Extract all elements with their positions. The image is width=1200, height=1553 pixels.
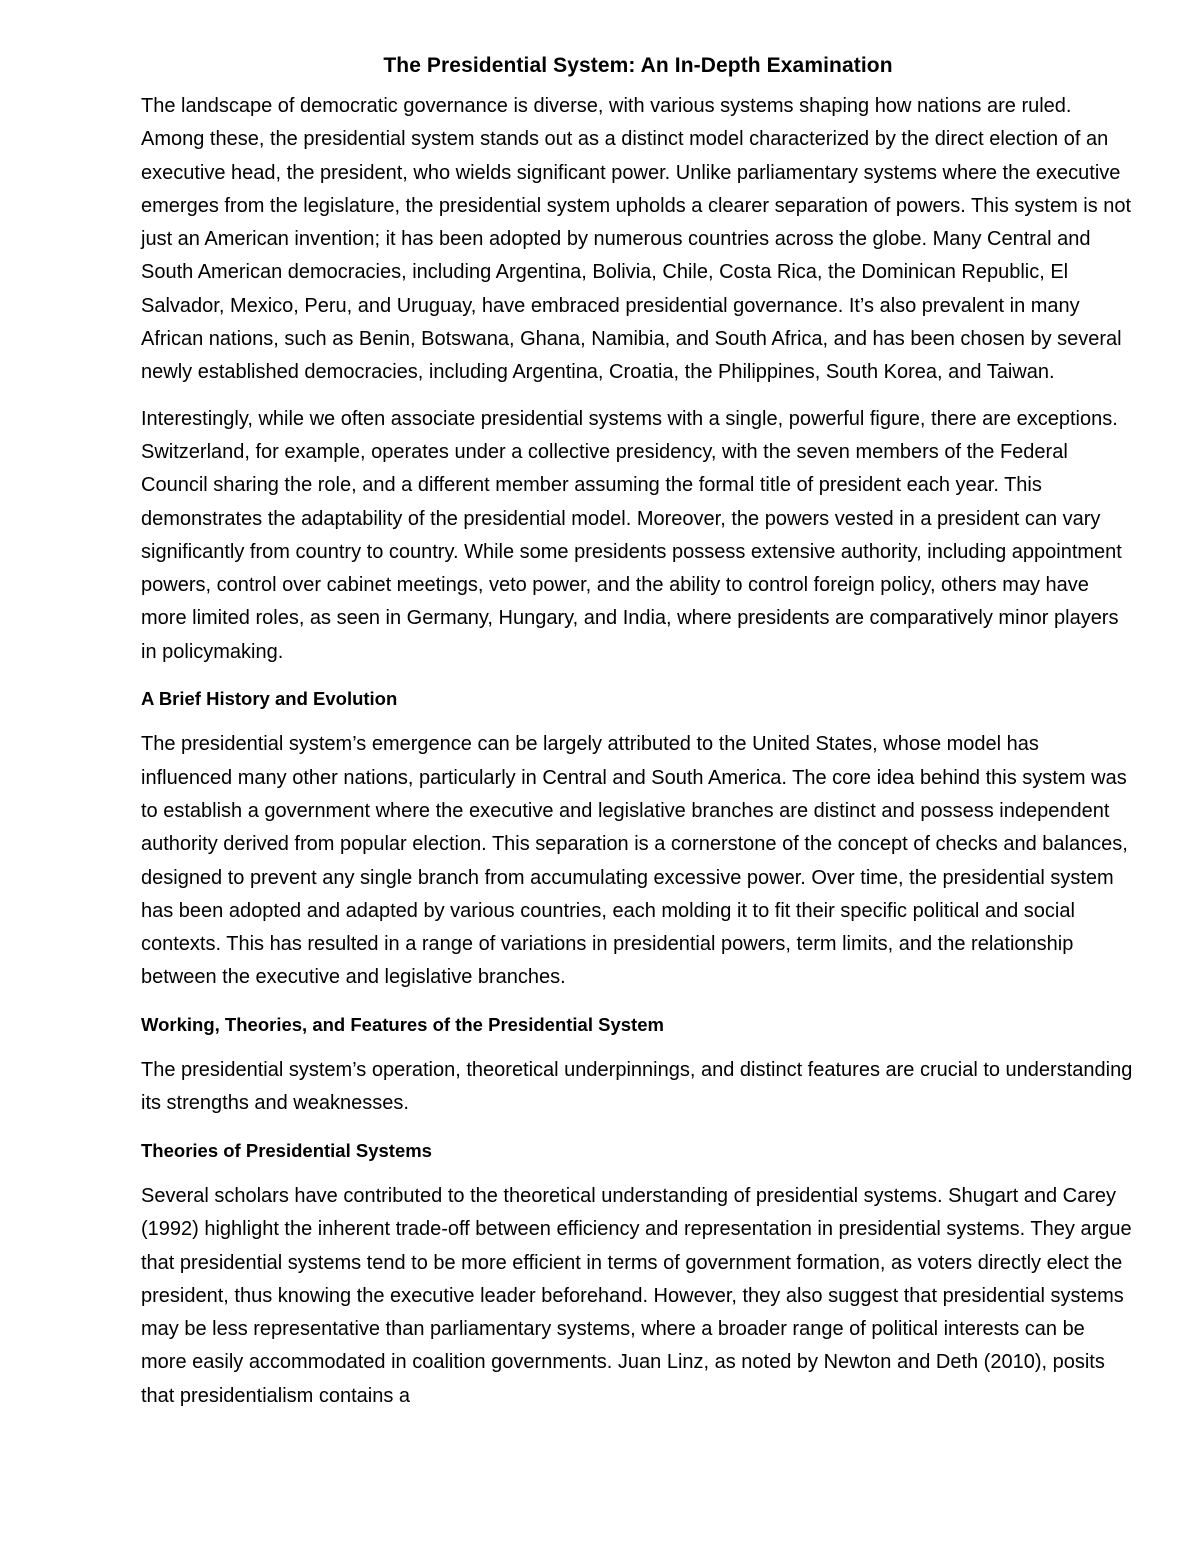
exceptions-paragraph: Interestingly, while we often associate presidential systems with a single, powerful figure, there are exceptions. Switzerland, for example, operates under a collective presidency, with the seven members of the Federal Council sharing the role, and a different member assuming the formal title of president each year. This demonstrates the adaptability of the presidential model. Moreover, the powers vested in a president can vary significantly from country to country. While some presidents possess extensive authority, including appointment powers, control over cabinet meetings, veto power, and the ability to control foreign policy, others may have more limited roles, as seen in Germany, Hungary, and India, where presidents are comparatively minor players in policymaking. (141, 407, 1122, 663)
theories-paragraph: Several scholars have contributed to the theoretical understanding of presidential systems. Shugart and Carey (1992) highlight the inherent trade-off between efficiency and representation in presidential systems. They argue that presidential systems tend to be more efficient in terms of government formation, as voters directly elect the president, thus knowing the executive leader beforehand. However, they also suggest that presidential systems may be less representative than parliamentary systems, where a broader range of political interests can be more easily accommodated in coalition governments. Juan Linz, as noted by Newton and Deth (2010), posits that presidentialism contains a (141, 1184, 1132, 1407)
working-paragraph: The presidential system’s operation, theoretical underpinnings, and distinct features are crucial to understanding its strengths and weaknesses. (141, 1059, 1133, 1115)
intro-paragraph: The landscape of democratic governance is diverse, with various systems shaping how nations are ruled. Among these, the presidential system stands out as a distinct model characterized by the direct election of an executive head, the president, who wields significant power. Unlike parliamentary systems where the executive emerges from the legislature, the presidential system upholds a clearer separation of powers. This system is not just an American invention; it has been adopted by numerous countries across the globe. Many Central and South American democracies, including Argentina, Bolivia, Chile, Costa Rica, the Dominican Republic, El Salvador, Mexico, Peru, and Uruguay, have embraced presidential governance. It’s also prevalent in many African nations, such as Benin, Botswana, Ghana, Namibia, and South Africa, and has been chosen by several newly established democracies, including Argentina, Croatia, the Philippines, South Korea, and Taiwan. (141, 95, 1132, 384)
section-heading-theories: Theories of Presidential Systems (141, 1139, 432, 1161)
section-heading-history: A Brief History and Evolution (141, 688, 398, 710)
history-paragraph: The presidential system’s emergence can be largely attributed to the United States, whose model has influenced many other nations, particularly in Central and South America. The core idea behind this system was to establish a government where the executive and legislative branches are distinct and possess independent authority derived from popular election. This separation is a cornerstone of the concept of checks and balances, designed to prevent any single branch from accumulating excessive power. Over time, the presidential system has been adopted and adapted by various countries, each molding it to fit their specific political and social contexts. This has resulted in a range of variations in presidential powers, term limits, and the relationship between the executive and legislative branches. (141, 733, 1128, 989)
document-page (141, 52, 1135, 1426)
document-title: The Presidential System: An In-Depth Examination (383, 54, 893, 77)
section-heading-working: Working, Theories, and Features of the Presidential System (141, 1013, 664, 1035)
